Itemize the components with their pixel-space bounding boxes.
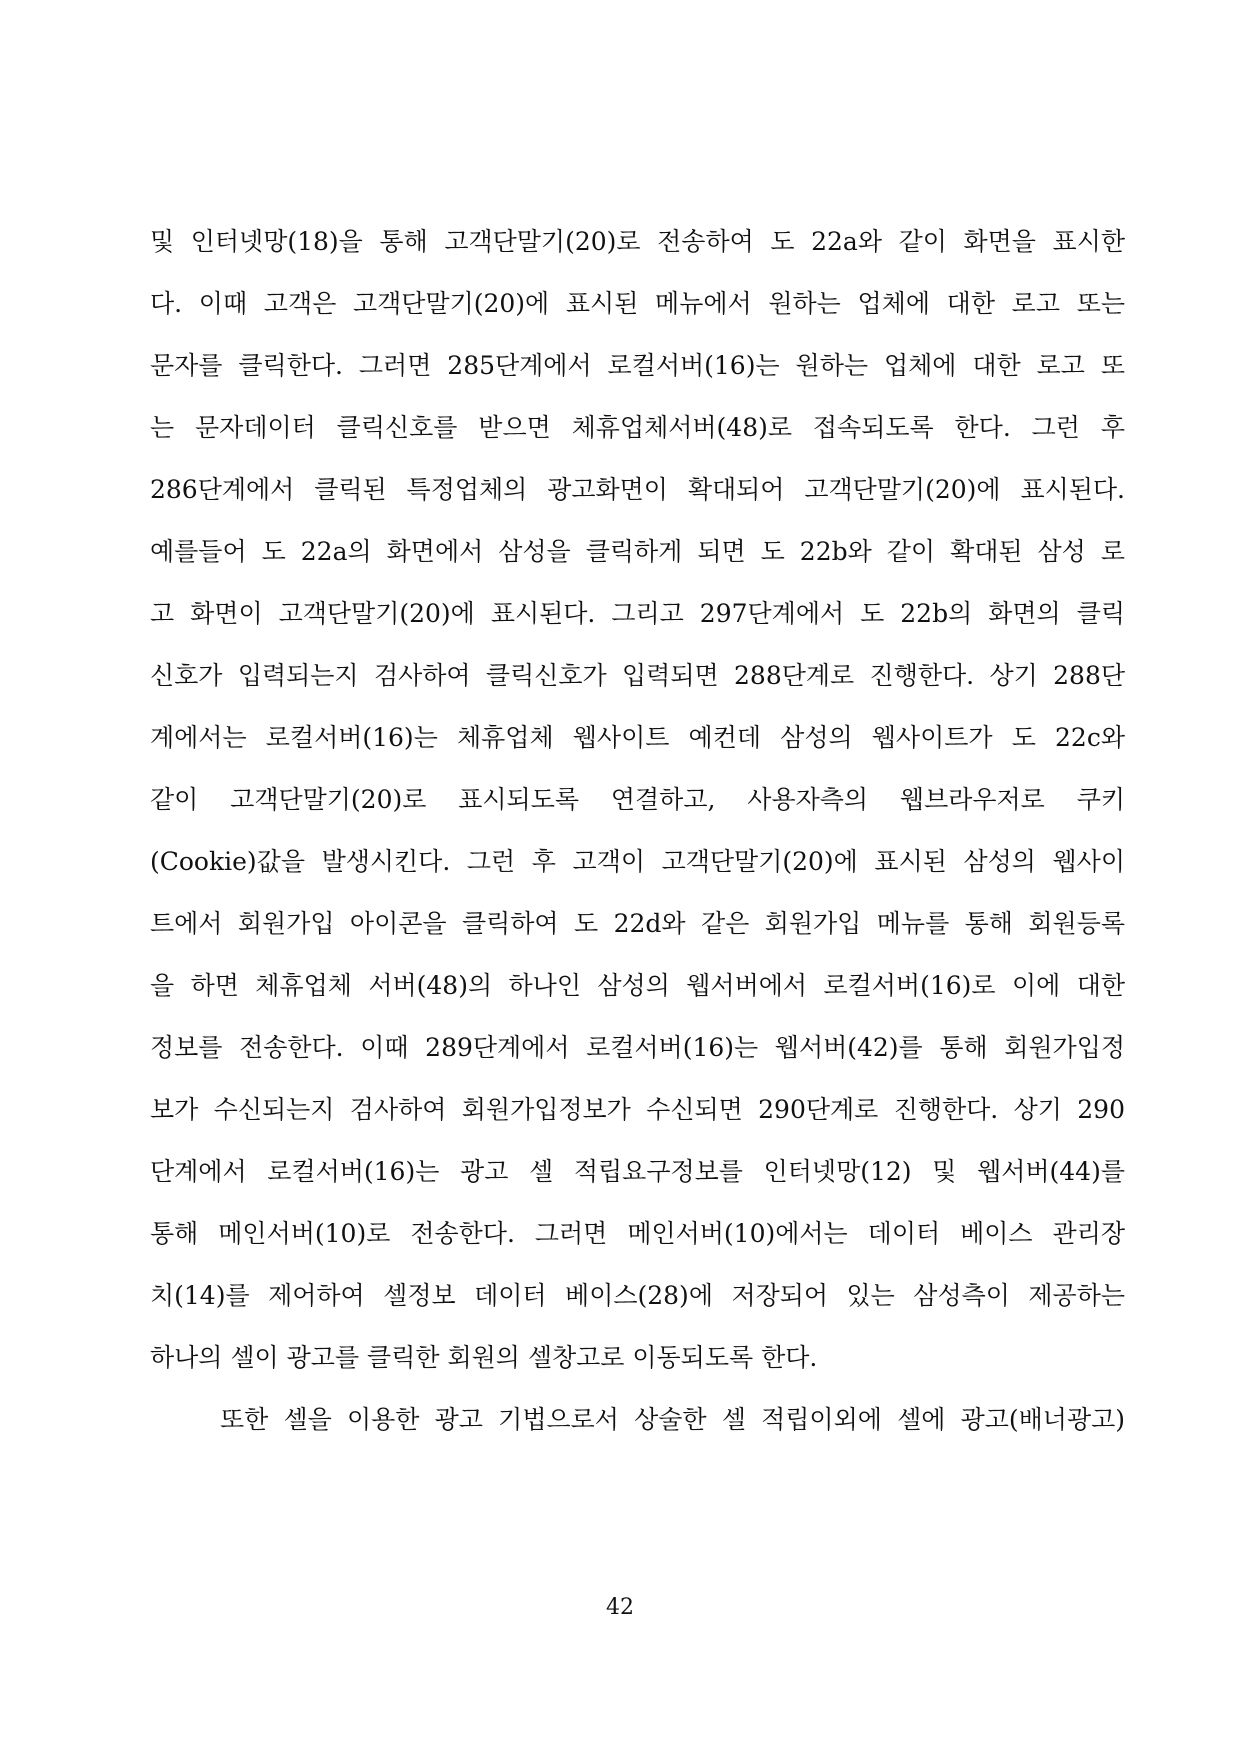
text-line: 정보를 전송한다. 이때 289단계에서 로컬서버(16)는 웹서버(42)를 통해 회원가입정 [150,1033,1125,1062]
text-line: 보가 수신되는지 검사하여 회원가입정보가 수신되면 290단계로 진행한다. 상기 290 [150,1095,1125,1124]
text-line: 계에서는 로컬서버(16)는 체휴업체 웹사이트 예컨데 삼성의 웹사이트가 도 22c와 [150,723,1125,752]
text-line-paragraph-start: 또한 셀을 이용한 광고 기법으로서 상술한 셀 적립이외에 셀에 광고(배너광고) [220,1405,1125,1434]
text-line: 을 하면 체휴업체 서버(48)의 하나인 삼성의 웹서버에서 로컬서버(16)로 이에 대한 [150,971,1125,1000]
text-line: 통해 메인서버(10)로 전송한다. 그러면 메인서버(10)에서는 데이터 베이스 관리장 [150,1219,1125,1248]
text-line: 고 화면이 고객단말기(20)에 표시된다. 그리고 297단계에서 도 22b의 화면의 클릭 [150,599,1125,628]
text-line: 다. 이때 고객은 고객단말기(20)에 표시된 메뉴에서 원하는 업체에 대한 로고 또는 [150,289,1125,318]
text-line: 신호가 입력되는지 검사하여 클릭신호가 입력되면 288단계로 진행한다. 상기 288단 [150,661,1125,690]
text-line: 및 인터넷망(18)을 통해 고객단말기(20)로 전송하여 도 22a와 같이 화면을 표시한 [150,227,1125,256]
text-line: 예를들어 도 22a의 화면에서 삼성을 클릭하게 되면 도 22b와 같이 확대된 삼성 로 [150,537,1125,566]
text-line: 문자를 클릭한다. 그러면 285단계에서 로컬서버(16)는 원하는 업체에 대한 로고 또 [150,351,1125,380]
text-line: 단계에서 로컬서버(16)는 광고 셀 적립요구정보를 인터넷망(12) 및 웹서버(44)를 [150,1157,1125,1186]
text-line: 286단계에서 클릭된 특정업체의 광고화면이 확대되어 고객단말기(20)에 표시된다. [150,475,1125,504]
text-line: 는 문자데이터 클릭신호를 받으면 체휴업체서버(48)로 접속되도록 한다. 그런 후 [150,413,1125,442]
text-line: 치(14)를 제어하여 셀정보 데이터 베이스(28)에 저장되어 있는 삼성측이 제공하는 [150,1281,1125,1310]
body-text [150,222,1125,1462]
text-line: 같이 고객단말기(20)로 표시되도록 연결하고, 사용자측의 웹브라우저로 쿠키 [150,785,1125,814]
text-line: (Cookie)값을 발생시킨다. 그런 후 고객이 고객단말기(20)에 표시된 삼성의 웹사이 [150,847,1125,876]
text-line-paragraph-end: 하나의 셀이 광고를 클릭한 회원의 셀창고로 이동되도록 한다. [150,1343,818,1372]
page-number: 42 [606,1595,634,1620]
text-line: 트에서 회원가입 아이콘을 클릭하여 도 22d와 같은 회원가입 메뉴를 통해 회원등록 [150,909,1125,938]
